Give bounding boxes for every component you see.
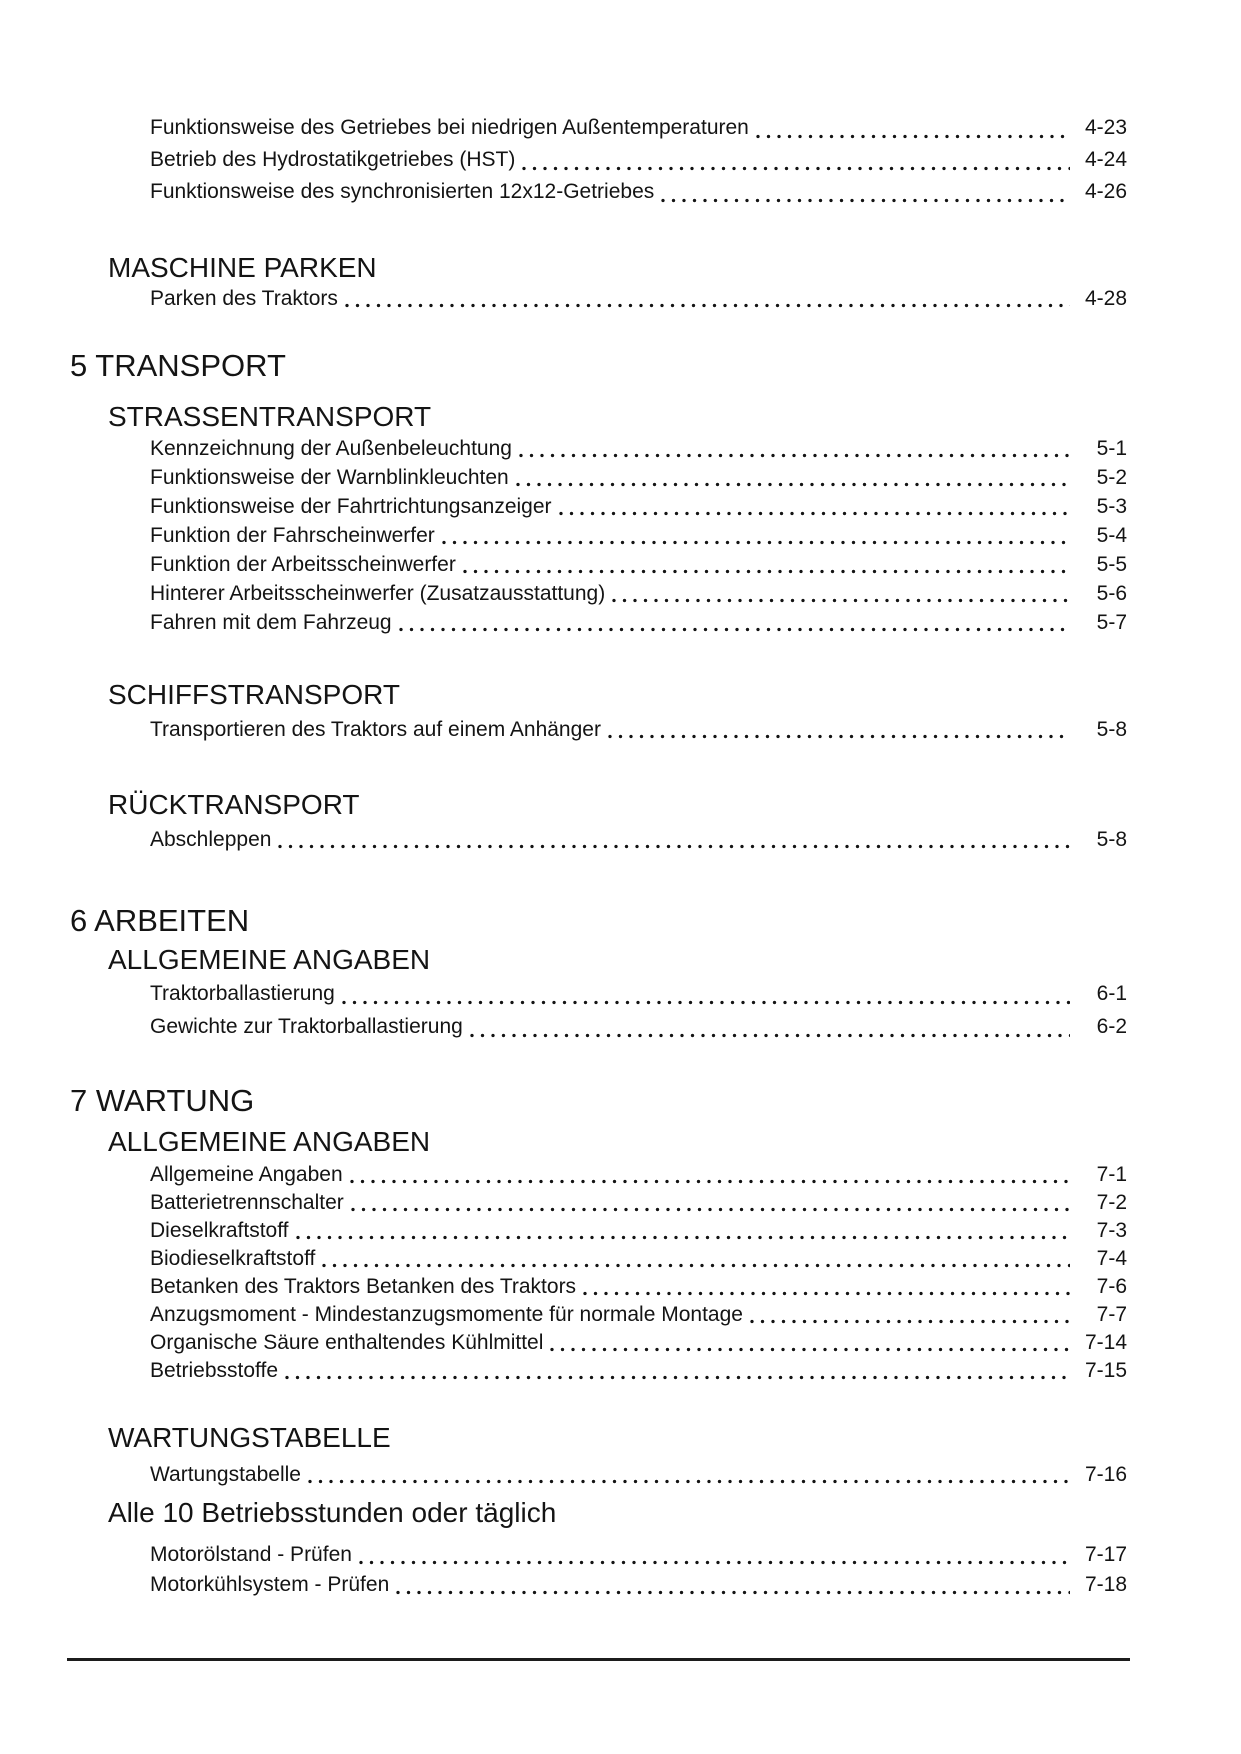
toc-page-number: 7-17: [1084, 1543, 1127, 1566]
dot-leader: [559, 511, 1070, 516]
dot-leader: [350, 1179, 1070, 1184]
dot-leader: [470, 1033, 1070, 1038]
dot-leader: [278, 844, 1070, 849]
toc-page-number: 4-28: [1084, 287, 1127, 310]
dot-leader: [522, 166, 1070, 171]
toc-entry-title: Motorkühlsystem - Prüfen: [150, 1573, 390, 1596]
section-heading-strassentransport: STRASSENTRANSPORT: [108, 401, 432, 432]
toc-page-number: 5-1: [1096, 437, 1127, 460]
dot-leader: [612, 598, 1070, 603]
section-heading-alle-10-betriebsstunden: Alle 10 Betriebsstunden oder täglich: [108, 1497, 557, 1528]
toc-entry-title: Funktion der Fahrscheinwerfer: [150, 524, 435, 547]
toc-page-number: 7-7: [1096, 1303, 1127, 1326]
toc-entry: [150, 176, 1127, 208]
toc-entry: [150, 521, 1127, 550]
toc-entry-title: Anzugsmoment - Mindestanzugsmomente für normale Montage: [150, 1303, 743, 1326]
toc-entry-title: Abschleppen: [150, 828, 272, 851]
dot-leader: [342, 1000, 1070, 1005]
section-heading-schiffstransport: SCHIFFSTRANSPORT: [108, 679, 400, 710]
dot-leader: [322, 1263, 1070, 1268]
toc-entry-title: Parken des Traktors: [150, 287, 338, 310]
dot-leader: [608, 734, 1070, 739]
toc-entry-title: Organische Säure enthaltendes Kühlmittel: [150, 1331, 544, 1354]
toc-page-number: 7-16: [1084, 1463, 1127, 1486]
toc-page-number: 7-18: [1084, 1573, 1127, 1596]
toc-entry-title: Allgemeine Angaben: [150, 1163, 343, 1186]
dot-leader: [661, 198, 1070, 203]
section-heading-wartungstabelle: WARTUNGSTABELLE: [108, 1422, 391, 1453]
toc-page-number: 5-5: [1096, 553, 1127, 576]
toc-entry: [150, 1540, 1127, 1570]
toc-entry: [150, 1010, 1127, 1043]
toc-page-number: 7-14: [1084, 1331, 1127, 1354]
toc-entry: [150, 1273, 1127, 1301]
toc-page-number: 7-15: [1084, 1359, 1127, 1382]
toc-entry: [150, 492, 1127, 521]
toc-page-number: 5-7: [1096, 611, 1127, 634]
toc-block-allgemeine-angaben-6: [0, 977, 1241, 1043]
toc-entry: [150, 1461, 1127, 1489]
dot-leader: [308, 1479, 1070, 1484]
toc-entry: [150, 1161, 1127, 1189]
toc-page-number: 7-3: [1096, 1219, 1127, 1242]
dot-leader: [756, 134, 1070, 139]
toc-entry-title: Betanken des Traktors Betanken des Traktors: [150, 1275, 577, 1298]
toc-page-number: 4-23: [1084, 116, 1127, 139]
toc-block-ch4: [0, 112, 1241, 208]
toc-entry-title: Traktorballastierung: [150, 982, 335, 1005]
toc-entry: [150, 1189, 1127, 1217]
toc-page-number: 4-24: [1084, 148, 1127, 171]
toc-entry: [150, 716, 1127, 744]
toc-entry-title: Fahren mit dem Fahrzeug: [150, 611, 392, 634]
toc-entry-title: Hinterer Arbeitsscheinwerfer (Zusatzausstattung): [150, 582, 606, 605]
toc-entry-title: Funktionsweise des synchronisierten 12x12-Getriebes: [150, 180, 655, 203]
toc-page-number: 5-8: [1096, 718, 1127, 741]
toc-page-number: 5-8: [1096, 828, 1127, 851]
chapter-heading-transport: 5 TRANSPORT: [70, 348, 286, 383]
toc-page-number: 7-6: [1096, 1275, 1127, 1298]
toc-entry: [150, 112, 1127, 144]
toc-entry: [150, 826, 1127, 854]
toc-entry: [150, 463, 1127, 492]
toc-entry-title: Betriebsstoffe: [150, 1359, 279, 1382]
toc-entry-title: Funktionsweise des Getriebes bei niedrigen Außentemperaturen: [150, 116, 749, 139]
toc-entry: [150, 1357, 1127, 1385]
chapter-heading-wartung: 7 WARTUNG: [70, 1083, 255, 1118]
dot-leader: [463, 569, 1070, 574]
toc-entry-title: Biodieselkraftstoff: [150, 1247, 316, 1270]
toc-page-number: 6-1: [1096, 982, 1127, 1005]
toc-page-number: 7-4: [1096, 1247, 1127, 1270]
toc-entry-title: Motorölstand - Prüfen: [150, 1543, 352, 1566]
toc-page-number: 7-2: [1096, 1191, 1127, 1214]
toc-entry: [150, 608, 1127, 637]
toc-page-number: 5-2: [1096, 466, 1127, 489]
toc-page-number: 5-3: [1096, 495, 1127, 518]
toc-entry: [150, 434, 1127, 463]
dot-leader: [550, 1347, 1070, 1352]
toc-entry: [150, 144, 1127, 176]
toc-entry: [150, 1329, 1127, 1357]
toc-entry-title: Funktionsweise der Warnblinkleuchten: [150, 466, 509, 489]
toc-block-alle-10-betriebsstunden: [0, 1540, 1241, 1600]
toc-entry-title: Funktion der Arbeitsscheinwerfer: [150, 553, 456, 576]
dot-leader: [396, 1590, 1070, 1595]
toc-entry-title: Gewichte zur Traktorballastierung: [150, 1015, 463, 1038]
footer-rule: [67, 1658, 1130, 1661]
section-heading-maschine-parken: MASCHINE PARKEN: [108, 252, 377, 283]
toc-entry: [150, 977, 1127, 1010]
dot-leader: [285, 1375, 1070, 1380]
toc-page-number: 6-2: [1096, 1015, 1127, 1038]
dot-leader: [359, 1560, 1070, 1565]
toc-block-allgemeine-angaben-7: [0, 1161, 1241, 1385]
section-heading-ruecktransport: RÜCKTRANSPORT: [108, 789, 360, 820]
section-heading-allgemeine-angaben-7: ALLGEMEINE ANGABEN: [108, 1126, 431, 1157]
toc-entry-title: Dieselkraftstoff: [150, 1219, 289, 1242]
toc-page-number: 4-26: [1084, 180, 1127, 203]
toc-page-number: 5-6: [1096, 582, 1127, 605]
toc-entry: [150, 579, 1127, 608]
toc-page-number: 7-1: [1096, 1163, 1127, 1186]
toc-block-strassentransport: [0, 434, 1241, 637]
toc-entry: [150, 1570, 1127, 1600]
chapter-heading-arbeiten: 6 ARBEITEN: [70, 903, 250, 938]
toc-entry-title: Transportieren des Traktors auf einem Anhänger: [150, 718, 601, 741]
toc-entry-title: Kennzeichnung der Außenbeleuchtung: [150, 437, 512, 460]
dot-leader: [750, 1319, 1070, 1324]
dot-leader: [516, 482, 1070, 487]
toc-entry: [150, 1301, 1127, 1329]
toc-entry: [150, 550, 1127, 579]
dot-leader: [351, 1207, 1070, 1212]
toc-entry-title: Wartungstabelle: [150, 1463, 301, 1486]
toc-entry-title: Betrieb des Hydrostatikgetriebes (HST): [150, 148, 516, 171]
dot-leader: [296, 1235, 1071, 1240]
dot-leader: [519, 453, 1070, 458]
toc-entry: [150, 1245, 1127, 1273]
dot-leader: [399, 627, 1070, 632]
dot-leader: [583, 1291, 1070, 1296]
dot-leader: [345, 303, 1070, 308]
dot-leader: [442, 540, 1070, 545]
toc-entry-title: Batterietrennschalter: [150, 1191, 344, 1214]
toc-entry: [150, 285, 1127, 313]
toc-entry-title: Funktionsweise der Fahrtrichtungsanzeiger: [150, 495, 552, 518]
section-heading-allgemeine-angaben-6: ALLGEMEINE ANGABEN: [108, 944, 431, 975]
toc-entry: [150, 1217, 1127, 1245]
toc-page-number: 5-4: [1096, 524, 1127, 547]
